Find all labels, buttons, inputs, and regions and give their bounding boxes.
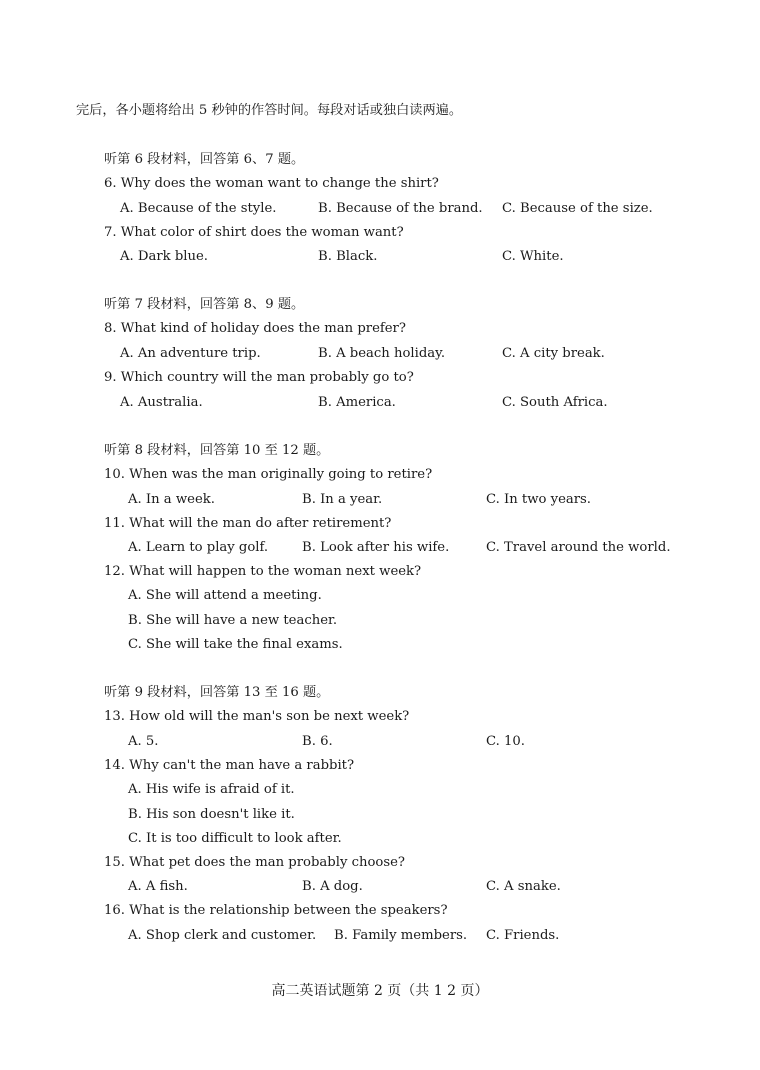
option-a: A. Because of the style. [120,201,277,216]
option-c: C. A city break. [502,346,605,361]
option-c: C. South Africa. [502,395,608,410]
option-a: A. She will attend a meeting. [128,588,322,603]
question-11: 11. What will the man do after retirement? [104,516,392,531]
page-footer: 高二英语试题第 2 页（共 1 2 页） [271,983,489,999]
question-6: 6. Why does the woman want to change the shirt? [104,176,439,191]
option-a: A. 5. [128,734,159,749]
option-b: B. Look after his wife. [302,540,450,555]
question-16: 16. What is the relationship between the speakers? [104,903,448,918]
option-c: C. She will take the final exams. [128,637,343,652]
question-9: 9. Which country will the man probably go to? [104,370,414,385]
option-b: B. She will have a new teacher. [128,613,338,628]
option-b: B. 6. [302,734,333,749]
option-b: B. America. [318,395,396,410]
option-c: C. Friends. [486,928,560,943]
option-c: C. 10. [486,734,525,749]
option-a: A. Shop clerk and customer. [128,928,317,943]
option-b: B. Black. [318,249,378,264]
option-a: A. Dark blue. [120,249,208,264]
question-13: 13. How old will the man's son be next week? [104,709,410,724]
option-b: B. Family members. [334,928,468,943]
option-c: C. Travel around the world. [486,540,671,555]
intro-text: 完后，各小题将给出 5 秒钟的作答时间。每段对话或独白读两遍。 [76,103,463,118]
section-header: 听第 7 段材料，回答第 8、9 题。 [104,297,305,312]
question-7: 7. What color of shirt does the woman want? [104,225,404,240]
section-header: 听第 6 段材料，回答第 6、7 题。 [104,152,305,167]
section-header: 听第 9 段材料，回答第 13 至 16 题。 [104,685,330,700]
option-c: C. In two years. [486,492,591,507]
option-c: C. White. [502,249,564,264]
option-a: A. His wife is afraid of it. [128,782,295,797]
option-a: A. A fish. [128,879,188,894]
option-c: C. It is too difficult to look after. [128,831,342,846]
option-a: A. Australia. [120,395,203,410]
option-b: B. A beach holiday. [318,346,446,361]
option-a: A. Learn to play golf. [128,540,269,555]
question-15: 15. What pet does the man probably choose? [104,855,405,870]
question-10: 10. When was the man originally going to retire? [104,467,433,482]
question-8: 8. What kind of holiday does the man prefer? [104,321,406,336]
option-b: B. In a year. [302,492,383,507]
option-c: C. Because of the size. [502,201,653,216]
question-12: 12. What will happen to the woman next week? [104,564,422,579]
option-a: A. An adventure trip. [120,346,261,361]
section-header: 听第 8 段材料，回答第 10 至 12 题。 [104,443,330,458]
option-a: A. In a week. [128,492,215,507]
option-b: B. Because of the brand. [318,201,483,216]
option-b: B. A dog. [302,879,363,894]
question-14: 14. Why can't the man have a rabbit? [104,758,355,773]
option-c: C. A snake. [486,879,561,894]
option-b: B. His son doesn't like it. [128,807,295,822]
